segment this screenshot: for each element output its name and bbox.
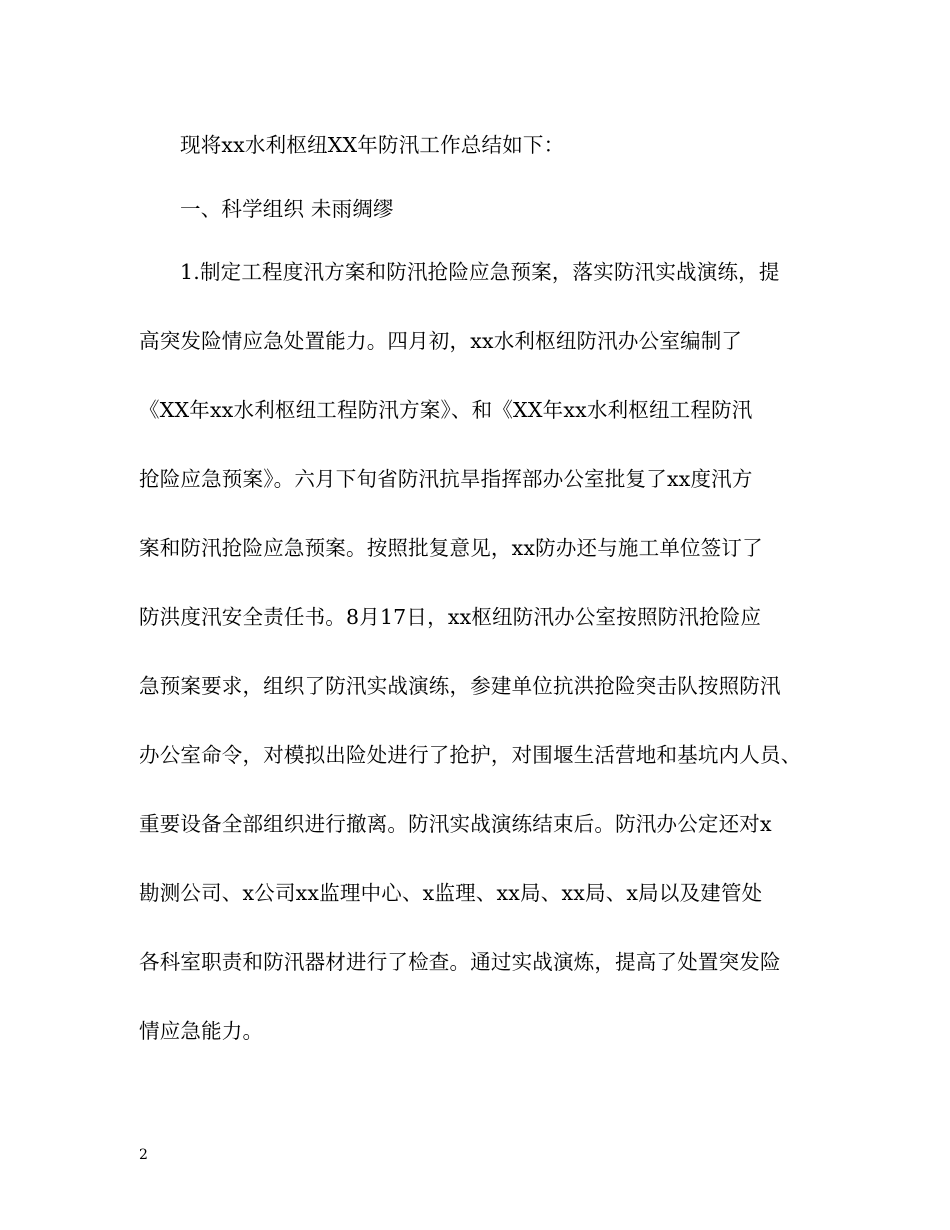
intro-line: 现将xx水利枢纽XX年防汛工作总结如下： — [180, 133, 565, 157]
paragraph-line: 高突发险情应急处置能力。四月初，xx水利枢纽防汛办公室编制了 — [139, 329, 743, 353]
paragraph-line: 勘测公司、x公司xx监理中心、x监理、xx局、xx局、x局以及建管处 — [139, 881, 763, 905]
paragraph-line: 情应急能力。 — [139, 1019, 264, 1043]
paragraph-line: 防洪度汛安全责任书。8月17日，xx枢纽防汛办公室按照防汛抢险应 — [139, 605, 762, 629]
paragraph-line: 重要设备全部组织进行撤离。防汛实战演练结束后。防汛办公定还对x — [139, 812, 772, 836]
paragraph-line: 1.制定工程度汛方案和防汛抢险应急预案，落实防汛实战演练，提 — [180, 260, 780, 284]
paragraph-line: 案和防汛抢险应急预案。按照批复意见，xx防办还与施工单位签订了 — [139, 536, 763, 560]
page-number: 2 — [139, 1147, 148, 1163]
paragraph-line: 各科室职责和防汛器材进行了检查。通过实战演炼，提高了处置突发险 — [139, 950, 781, 974]
section-heading: 一、科学组织 未雨绸缪 — [180, 197, 394, 221]
paragraph-line: 《XX年xx水利枢纽工程防汛方案》、和《XX年xx水利枢纽工程防汛 — [139, 398, 753, 422]
paragraph-line: 急预案要求，组织了防汛实战演练，参建单位抗洪抢险突击队按照防汛 — [139, 674, 781, 698]
paragraph-line: 办公室命令，对模拟出险处进行了抢护，对围堰生活营地和基坑内人员、 — [139, 743, 802, 767]
paragraph-line: 抢险应急预案》。六月下旬省防汛抗旱指挥部办公室批复了xx度汛方 — [139, 467, 753, 491]
